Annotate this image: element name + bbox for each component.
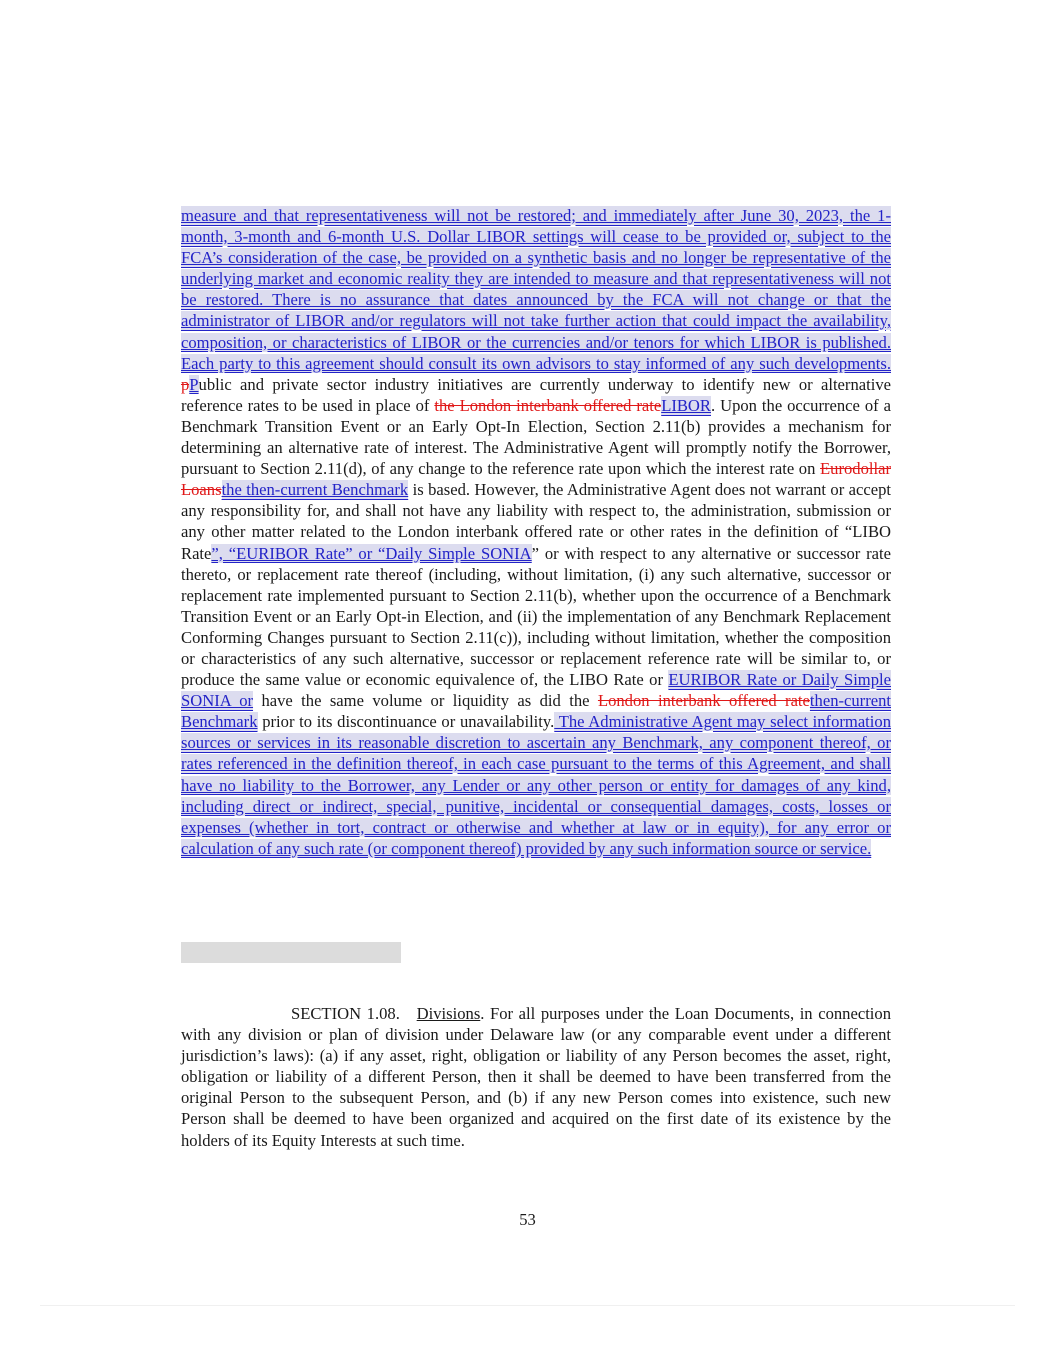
inserted-text: then-current Benchmark <box>181 691 892 732</box>
page-bottom-divider <box>40 1305 1015 1306</box>
inserted-text: P <box>189 374 199 394</box>
section-heading: Divisions <box>416 1004 481 1023</box>
inserted-text: The Administrative Agent may select information sources or services in its reasonable discretion to ascertain any Benchmark, any component thereof, or rates referenced in the definition thereof, in each case pursuant to the terms of this Agreement, and shall have no liability to the Borrower, any Lender or any other person or entity for damages of any kind, including direct or indirect, special, punitive, incidental or consequential damages, costs, losses or expenses (whether in tort, contract or otherwise and whether at law or in equity), for any error or calculation of any such rate (or component thereof) provided by any such information source or service. <box>181 712 891 858</box>
libor-paragraph <box>181 205 891 859</box>
deleted-text: p <box>181 374 190 394</box>
deleted-text: the London interbank offered rate <box>434 395 662 415</box>
insertion-highlight-tail <box>181 942 401 963</box>
deleted-text: London interbank offered rate <box>597 691 810 711</box>
body-text: is based. However, the Administrative Agent does not warrant or accept any responsibility for, and shall not have any liability with respect to, the administration, submission or any other matter related to the London interbank offered rate or other rates in the definition of “LIBO Rate <box>181 480 891 563</box>
body-text: prior to its discontinuance or unavailability. <box>257 712 555 732</box>
inserted-text: measure and that representativeness will not be restored; and immediately after June 30, 2023, the 1-month, 3-month and 6-month U.S. Dollar LIBOR settings will cease to be provided or, subject to the FCA’s consideration of the case, be provided on a synthetic basis and no longer be representative of the underlying market and economic reality they are intended to measure and that representativeness will not be restored. There is no assurance that dates announced by the FCA will not change or that the administrator of LIBOR and/or regulators will not take further action that could impact the availability, composition, or characteristics of LIBOR or the currencies and/or tenors for which LIBOR is published. Each party to this agreement should consult its own advisors to stay informed of any such developments. <box>181 206 891 373</box>
page-number: 53 <box>519 1210 536 1229</box>
inserted-text: the then-current Benchmark <box>221 480 409 500</box>
deleted-text: Eurodollar Loans <box>181 459 891 500</box>
section-1-08-paragraph <box>181 1003 891 1151</box>
body-text: ublic and private sector industry initiatives are currently underway to identify new or alternative reference rates to be used in place of <box>181 374 891 415</box>
body-text: . Upon the occurrence of a Benchmark Transition Event or an Early Opt-In Election, Section 2.11(b) provides a mechanism for determining an alternative rate of interest. The Administrative Agent will promptly notify the Borrower, pursuant to Section 2.11(d), of any change to the reference rate upon which the interest rate on <box>181 395 891 479</box>
inserted-text: EURIBOR Rate or Daily Simple SONIA or <box>181 670 891 711</box>
inserted-text: LIBOR <box>661 395 711 415</box>
section-body: . For all purposes under the Loan Documents, in connection with any division or plan of division under Delaware law (or any comparable event under a different jurisdiction’s laws): (a) if any asset, right, obligation or liability of any Person becomes the asset, right, obligation or liability of a different Person, then it shall be deemed to have been transferred from the original Person to the subsequent Person, and (b) if any new Person comes into existence, such new Person shall be deemed to have been organized and acquired on the first date of its existence by the holders of its Equity Interests at such time. <box>181 1004 892 1150</box>
body-text: have the same volume or liquidity as did the <box>253 691 598 711</box>
section-number: SECTION 1.08. <box>291 1004 400 1023</box>
inserted-text: ”, “EURIBOR Rate” or “Daily Simple SONIA <box>211 543 532 563</box>
body-text: ” or with respect to any alternative or successor rate thereto, or replacement rate thereof (including, without limitation, (i) any such alternative, successor or replacement rate implemented pursuant to Section 2.11(b), whether upon the occurrence of a Benchmark Transition Event or an Early Opt-in Election, and (ii) the implementation of any Benchmark Replacement Conforming Changes pursuant to Section 2.11(c)), including without limitation, whether the composition or characteristics of any such alternative, successor or replacement reference rate will be similar to, or produce the same value or economic equivalence of, the LIBO Rate or <box>181 543 891 690</box>
